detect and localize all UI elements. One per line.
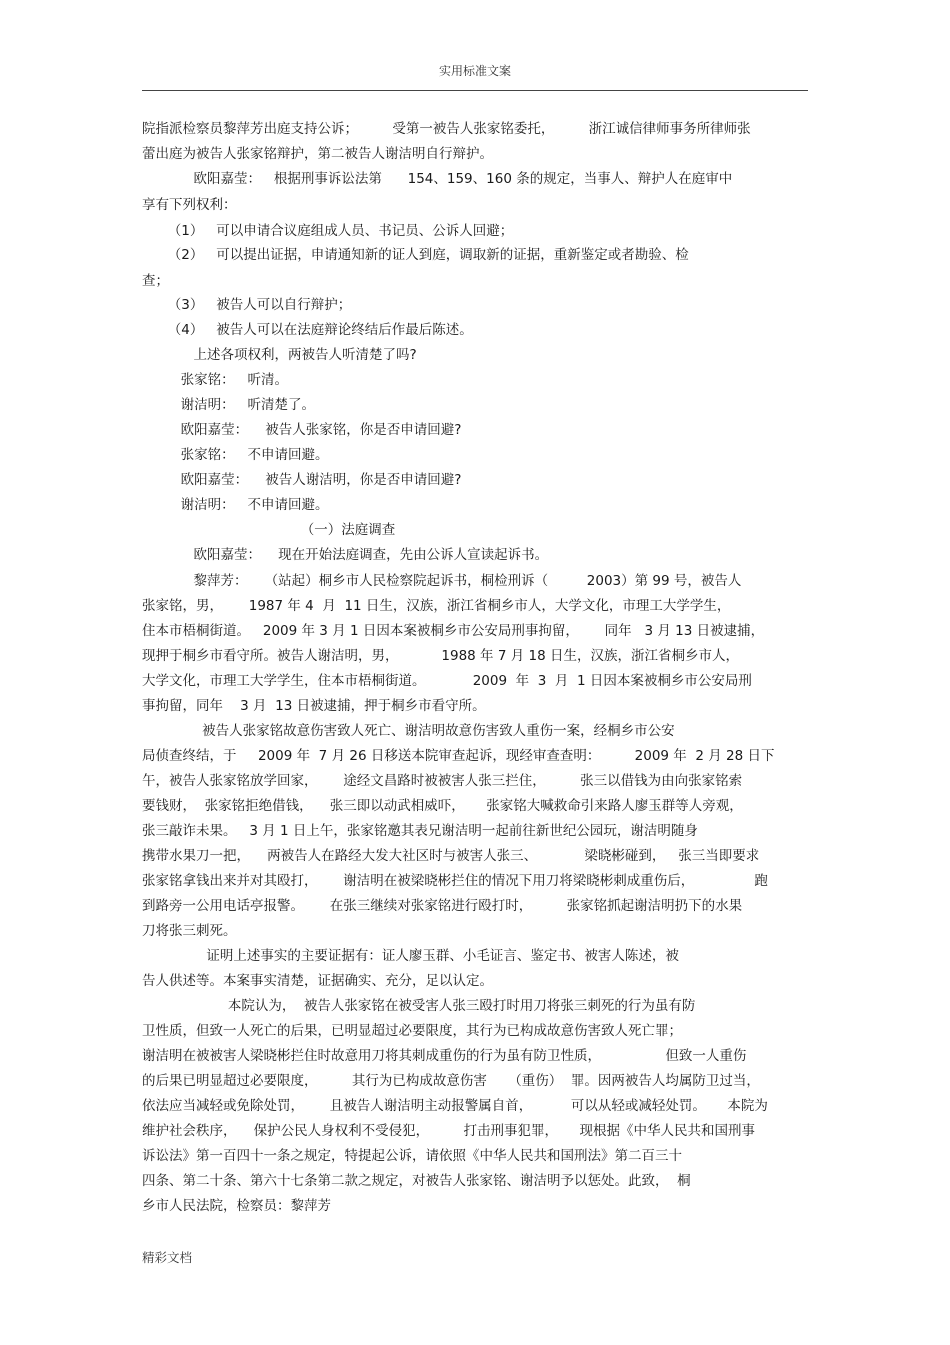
text-line: 四条、第二十条、第六十七条第二款之规定，对被告人张家铭、谢洁明予以惩处。此致， 桐 xyxy=(142,1173,691,1189)
text-line: 黎萍芳： （站起）桐乡市人民检察院起诉书，桐检刑诉（ 2003）第 99 号，被告人 xyxy=(142,573,742,589)
text-line: 携带水果刀一把， 两被告人在路经大发大社区时与被害人张三、 梁晓彬碰到， 张三当即要求 xyxy=(142,848,760,864)
text-line: 张家铭，男， 1987 年 4 月 11 日生，汉族，浙江省桐乡市人，大学文化，市理工大学学生， xyxy=(142,598,731,614)
text-line: 欧阳嘉莹： 现在开始法庭调查，先由公诉人宣读起诉书。 xyxy=(142,547,549,563)
text-line: 上述各项权利，两被告人听清楚了吗? xyxy=(142,347,417,363)
text-line: 张三敲诈未果。 3 月 1 日上午，张家铭邀其表兄谢洁明一起前往新世纪公园玩，谢洁明随身 xyxy=(142,823,698,839)
text-line: 院指派检察员黎萍芳出庭支持公诉； 受第一被告人张家铭委托， 浙江诚信律师事务所律师张 xyxy=(142,121,751,137)
text-line: 诉讼法》第一百四十一条之规定，特提起公诉，请依照《中华人民共和国刑法》第二百三十 xyxy=(142,1148,682,1164)
text-line: 证明上述事实的主要证据有：证人廖玉群、小毛证言、鉴定书、被害人陈述，被 xyxy=(142,948,679,964)
text-line: 欧阳嘉莹： 被告人谢洁明，你是否申请回避? xyxy=(142,472,462,488)
page-header: 实用标准文案 xyxy=(438,64,511,78)
text-line: （一）法庭调查 xyxy=(142,522,396,538)
header-rule xyxy=(142,90,808,91)
text-line: 欧阳嘉莹： 根据刑事诉讼法第 154、159、160 条的规定，当事人、辩护人在庭审中 xyxy=(142,171,733,187)
text-line: （2） 可以提出证据，申请通知新的证人到庭，调取新的证据，重新鉴定或者勘验、检 xyxy=(142,247,689,263)
text-line: （1） 可以申请合议庭组成人员、书记员、公诉人回避； xyxy=(142,223,514,239)
text-line: （4） 被告人可以在法庭辩论终结后作最后陈述。 xyxy=(142,322,473,338)
text-line: 谢洁明： 不申请回避。 xyxy=(142,497,329,513)
text-line: 欧阳嘉莹： 被告人张家铭，你是否申请回避? xyxy=(142,422,462,438)
text-line: 维护社会秩序， 保护公民人身权利不受侵犯， 打击刑事犯罪， 现根据《中华人民共和国刑事 xyxy=(142,1123,755,1139)
text-line: 被告人张家铭故意伤害致人死亡、谢洁明故意伤害致人重伤一案，经桐乡市公安 xyxy=(142,723,675,739)
text-line: 张家铭拿钱出来并对其殴打， 谢洁明在被梁晓彬拦住的情况下用刀将梁晓彬刺成重伤后， 跑 xyxy=(142,873,768,889)
text-line: 谢洁明在被被害人梁晓彬拦住时故意用刀将其刺成重伤的行为虽有防卫性质， 但致一人重伤 xyxy=(142,1048,747,1064)
text-line: 告人供述等。本案事实清楚，证据确实、充分，足以认定。 xyxy=(142,973,493,989)
text-line: 事拘留，同年 3 月 13 日被逮捕，押于桐乡市看守所。 xyxy=(142,698,486,714)
text-line: 现押于桐乡市看守所。被告人谢洁明，男， 1988 年 7 月 18 日生，汉族，浙江省桐乡市人， xyxy=(142,648,739,664)
text-line: 张家铭： 听清。 xyxy=(142,372,288,388)
text-line: （3） 被告人可以自行辩护； xyxy=(142,297,352,313)
text-line: 享有下列权利： xyxy=(142,197,237,213)
text-line: 的后果已明显超过必要限度， 其行为已构成故意伤害 （重伤） 罪。因两被告人均属防卫过当， xyxy=(142,1073,760,1089)
text-line: 大学文化，市理工大学学生，住本市梧桐街道。 2009 年 3 月 1 日因本案被桐乡市公安局刑 xyxy=(142,673,752,689)
text-line: 本院认为， 被告人张家铭在被受害人张三殴打时用刀将张三刺死的行为虽有防 xyxy=(142,998,696,1014)
text-line: 蕾出庭为被告人张家铭辩护，第二被告人谢洁明自行辩护。 xyxy=(142,146,493,162)
text-line: 局侦查终结，于 2009 年 7 月 26 日移送本院审查起诉，现经审查查明： 2009 年 2 月 28 日下 xyxy=(142,748,775,764)
text-line: 到路旁一公用电话亭报警。 在张三继续对张家铭进行殴打时， 张家铭抓起谢洁明扔下的水果 xyxy=(142,898,743,914)
text-line: 刀将张三刺死。 xyxy=(142,923,237,939)
text-line: 依法应当减轻或免除处罚， 且被告人谢洁明主动报警属自首， 可以从轻或减轻处罚。 本院为 xyxy=(142,1098,768,1114)
text-line: 乡市人民法院，检察员：黎萍芳 xyxy=(142,1198,331,1214)
text-line: 查； xyxy=(142,273,169,289)
page-footer: 精彩文档 xyxy=(142,1250,193,1265)
text-line: 住本市梧桐街道。 2009 年 3 月 1 日因本案被桐乡市公安局刑事拘留， 同年 3 月 13 日被逮捕， xyxy=(142,623,765,639)
text-line: 要钱财， 张家铭拒绝借钱， 张三即以动武相威吓， 张家铭大喊救命引来路人廖玉群等人旁观， xyxy=(142,798,743,814)
text-line: 谢洁明： 听清楚了。 xyxy=(142,397,315,413)
text-line: 张家铭： 不申请回避。 xyxy=(142,447,329,463)
text-line: 卫性质，但致一人死亡的后果，已明显超过必要限度，其行为已构成故意伤害致人死亡罪； xyxy=(142,1023,682,1039)
text-line: 午，被告人张家铭放学回家， 途经文昌路时被被害人张三拦住， 张三以借钱为由向张家铭索 xyxy=(142,773,743,789)
